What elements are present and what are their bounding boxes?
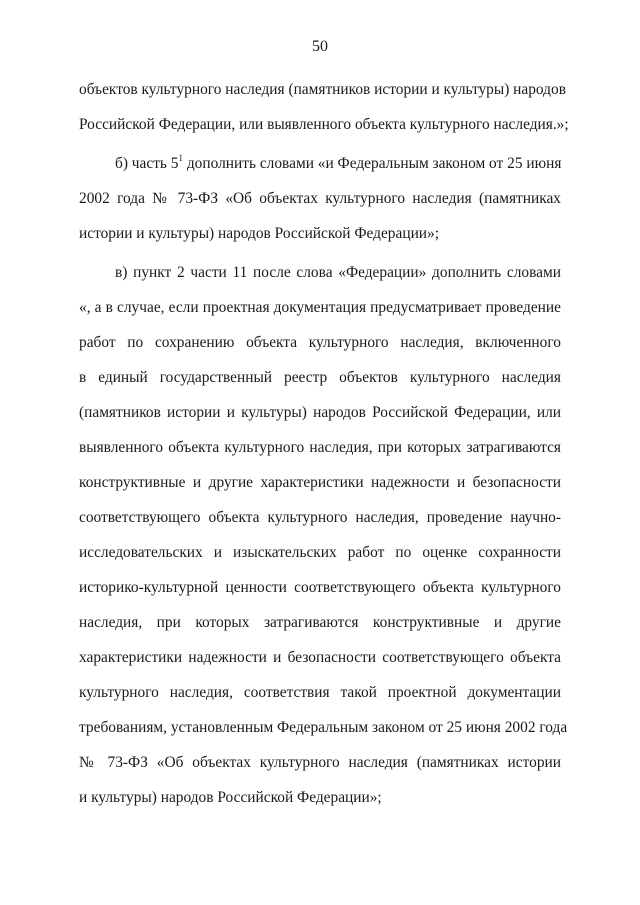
text-line: требованиям, установленным Федеральным законом от 25 июня 2002 года xyxy=(79,719,568,736)
text-line: и культуры) народов Российской Федерации»; xyxy=(79,789,382,806)
text-line: (памятников истории и культуры) народов Российской Федерации, или xyxy=(79,404,561,421)
text-line: выявленного объекта культурного наследия, при которых затрагиваются xyxy=(79,439,561,456)
text-line: характеристики надежности и безопасности соответствующего объекта xyxy=(79,649,561,666)
text-fragment: дополнить словами «и Федеральным законом от 25 июня xyxy=(183,155,562,172)
text-line: 2002 года № 73-ФЗ «Об объектах культурного наследия (памятниках xyxy=(79,190,561,207)
text-line xyxy=(79,146,561,181)
text-line: конструктивные и другие характеристики надежности и безопасности xyxy=(79,474,561,491)
paragraph-b xyxy=(79,146,561,251)
text-line: наследия, при которых затрагиваются конструктивные и другие xyxy=(79,614,561,631)
paragraph-v xyxy=(79,255,568,815)
text-line: № 73-ФЗ «Об объектах культурного наследия (памятниках истории xyxy=(79,754,561,771)
text-line: истории и культуры) народов Российской Федерации»; xyxy=(79,225,440,242)
text-line: Российской Федерации, или выявленного объекта культурного наследия.»; xyxy=(79,116,569,133)
text-line: объектов культурного наследия (памятников истории и культуры) народов xyxy=(79,81,566,98)
page-number: 50 xyxy=(312,38,328,55)
text-line: работ по сохранению объекта культурного наследия, включенного xyxy=(79,334,561,351)
text-line: культурного наследия, соответствия такой проектной документации xyxy=(79,684,561,701)
text-line: в единый государственный реестр объектов культурного наследия xyxy=(79,369,561,386)
document-body xyxy=(79,72,569,815)
text-line: исследовательских и изыскательских работ по оценке сохранности xyxy=(79,544,561,561)
superscript: 1 xyxy=(178,152,183,163)
text-line: историко-культурной ценности соответствующего объекта культурного xyxy=(79,579,561,596)
text-fragment: б) часть 5 xyxy=(115,155,179,172)
paragraph-a-tail xyxy=(79,72,569,142)
text-line: «, а в случае, если проектная документация предусматривает проведение xyxy=(79,299,561,316)
text-line: соответствующего объекта культурного наследия, проведение научно- xyxy=(79,509,561,526)
text-line: в) пункт 2 части 11 после слова «Федерации» дополнить словами xyxy=(115,264,561,281)
